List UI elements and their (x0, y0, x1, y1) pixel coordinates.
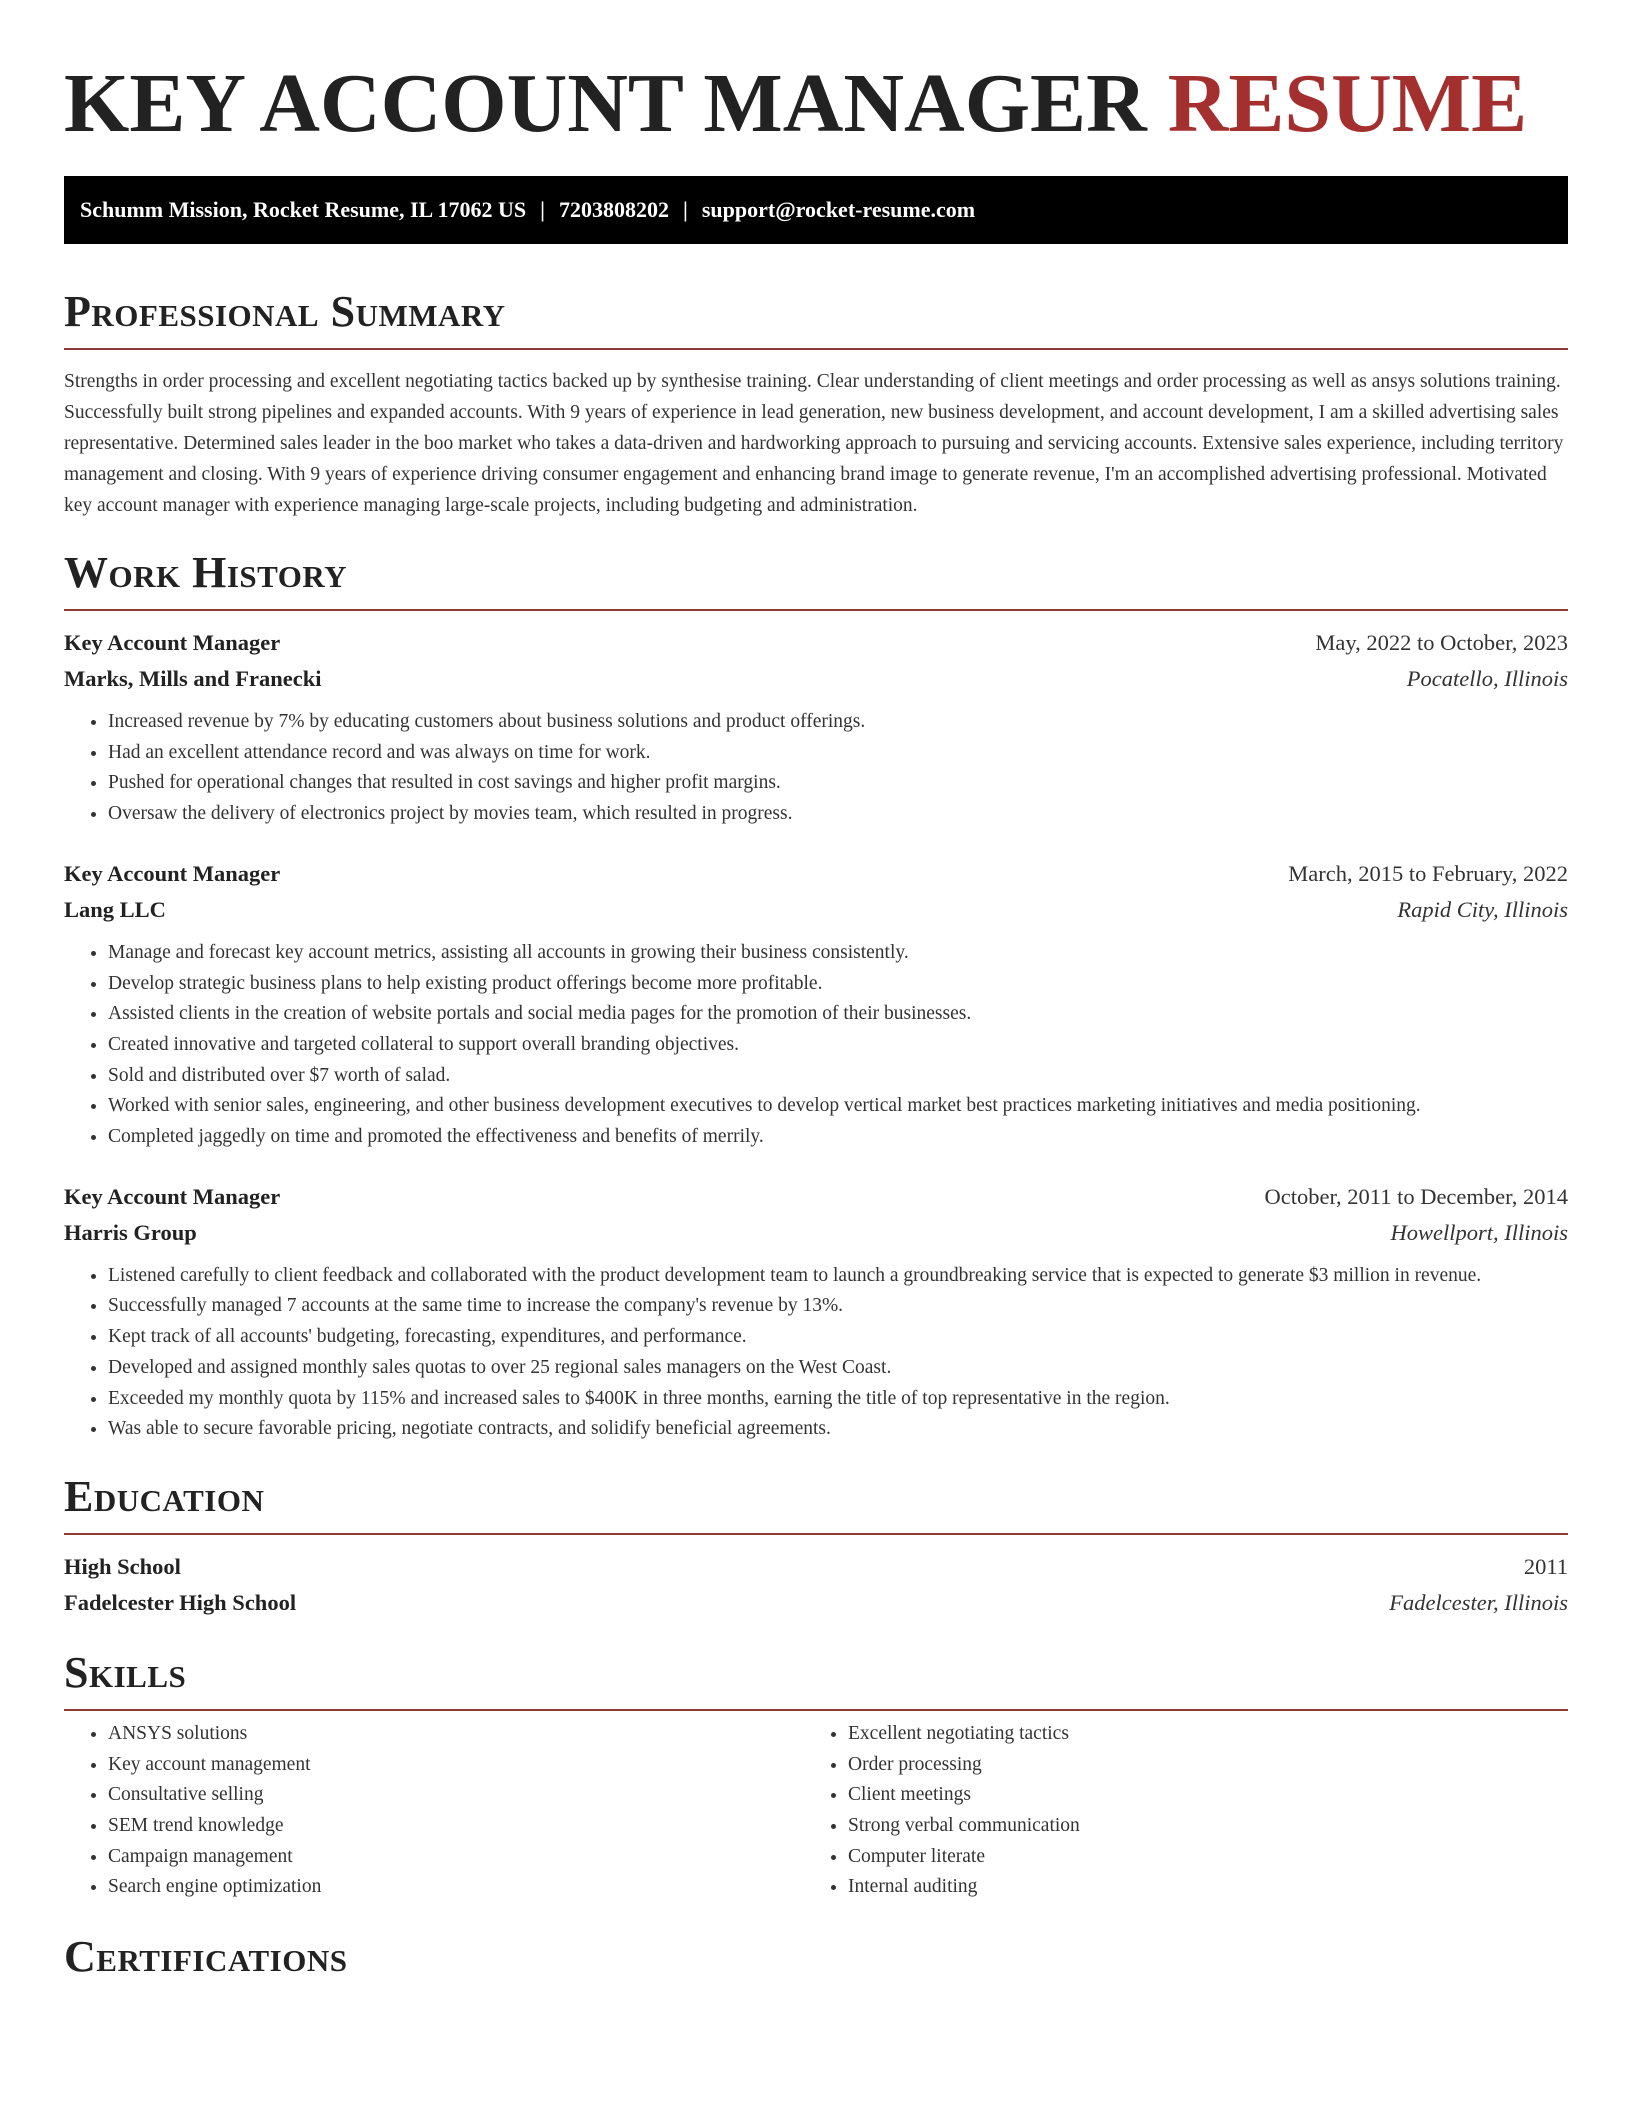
job-location: Pocatello, Illinois (1406, 666, 1568, 691)
job-dates: May, 2022 to October, 2023 (1315, 630, 1568, 655)
list-item: • Campaign management (108, 1842, 804, 1873)
job-entry (64, 856, 1568, 1153)
list-item: • Client meetings (848, 1780, 1544, 1811)
job-location: Rapid City, Illinois (1397, 896, 1568, 922)
list-item: • Sold and distributed over $7 worth of salad. (108, 1061, 1568, 1092)
education-location: Fadelcester, Illinois (1389, 1589, 1568, 1615)
job-location: Howellport, Illinois (1390, 1219, 1568, 1245)
contact-address: Schumm Mission, Rocket Resume, IL 17062 US (80, 197, 527, 222)
list-item: • Excellent negotiating tactics (848, 1719, 1544, 1750)
section-divider (64, 1709, 1568, 1711)
list-item: • Had an excellent attendance record and was always on time for work. (108, 738, 1568, 769)
contact-email[interactable]: support@rocket-resume.com (701, 197, 976, 222)
job-title-row (64, 625, 1568, 661)
education-degree-row (64, 1549, 1568, 1585)
list-item: • Created innovative and targeted collateral to support overall branding objectives. (108, 1030, 1568, 1061)
job-title: Key Account Manager (64, 630, 281, 655)
skills-columns (64, 1719, 1568, 1903)
list-item: • Key account management (108, 1750, 804, 1781)
work-history-section (64, 547, 1568, 1445)
job-company: Lang LLC (64, 896, 166, 922)
list-item: • ANSYS solutions (108, 1719, 804, 1750)
job-company-row (64, 1215, 1568, 1251)
education-entry (64, 1549, 1568, 1621)
list-item: • Increased revenue by 7% by educating customers about business solutions and product offerings. (108, 707, 1568, 738)
contact-bar (64, 176, 1568, 244)
list-item: • Listened carefully to client feedback and collaborated with the product development team to launch a groundbreaking service that is expected to generate $3 million in revenue. (108, 1261, 1568, 1292)
list-item: • Develop strategic business plans to help existing product offerings become more profitable. (108, 969, 1568, 1000)
section-divider (64, 609, 1568, 611)
list-item: • Worked with senior sales, engineering, and other business development executives to develop vertical market best practices marketing initiatives and media positioning. (108, 1091, 1568, 1122)
section-divider (64, 348, 1568, 350)
list-item: • Consultative selling (108, 1780, 804, 1811)
list-item: • Pushed for operational changes that resulted in cost savings and higher profit margins. (108, 768, 1568, 799)
job-entry (64, 1179, 1568, 1445)
certifications-heading: Certifications (64, 1932, 348, 1982)
job-dates: October, 2011 to December, 2014 (1264, 1183, 1568, 1209)
skills-section (64, 1647, 1568, 1903)
title-main: KEY ACCOUNT MANAGER (64, 57, 1147, 150)
job-title-row (64, 856, 1568, 892)
skills-heading: Skills (64, 1647, 187, 1697)
job-company: Harris Group (64, 1219, 197, 1245)
work-history-heading: Work History (64, 548, 348, 597)
list-item: • Internal auditing (848, 1872, 1544, 1903)
list-item: • Search engine optimization (108, 1872, 804, 1903)
list-item: • Developed and assigned monthly sales quotas to over 25 regional sales managers on the West Coast. (108, 1353, 1568, 1384)
certifications-section (64, 1931, 1568, 1983)
job-company: Marks, Mills and Franecki (64, 666, 322, 691)
summary-text: Strengths in order processing and excellent negotiating tactics backed up by synthesise training. Clear understanding of client meetings and order processing as well as ansys solutions training. Successfully built strong pipelines and expanded accounts. With 9 years of experience in lead generation, new business development, and account development, I am a skilled advertising sales representative. Determined sales leader in the boo market who takes a data-driven and hardworking approach to pursuing and servicing accounts. Extensive sales experience, including territory management and closing. With 9 years of experience driving consumer engagement and enhancing brand image to generate revenue, I'm an accomplished advertising professional. Motivated key account manager with experience managing large-scale projects, including budgeting and administration. (64, 371, 1564, 516)
job-title-row (64, 1179, 1568, 1215)
job-dates: March, 2015 to February, 2022 (1288, 860, 1568, 886)
education-school: Fadelcester High School (64, 1589, 297, 1615)
job-bullets (64, 938, 1568, 1153)
skills-list-right (804, 1719, 1544, 1903)
list-item: • Completed jaggedly on time and promoted the effectiveness and benefits of merrily. (108, 1122, 1568, 1153)
list-item: • Strong verbal communication (848, 1811, 1544, 1842)
list-item: • Was able to secure favorable pricing, negotiate contracts, and solidify beneficial agreements. (108, 1414, 1568, 1445)
skills-list-left (64, 1719, 804, 1903)
job-company-row (64, 661, 1568, 697)
summary-heading: Professional Summary (64, 287, 506, 336)
list-item: • Successfully managed 7 accounts at the same time to increase the company's revenue by 13%. (108, 1291, 1568, 1322)
job-entry (64, 625, 1568, 830)
list-item: • Kept track of all accounts' budgeting, forecasting, expenditures, and performance. (108, 1322, 1568, 1353)
list-item: • Exceeded my monthly quota by 115% and increased sales to $400K in three months, earning the title of top representative in the region. (108, 1384, 1568, 1415)
list-item: • Assisted clients in the creation of website portals and social media pages for the promotion of their businesses. (108, 999, 1568, 1030)
education-degree: High School (64, 1553, 181, 1579)
summary-section (64, 286, 1568, 521)
education-section (64, 1471, 1568, 1621)
contact-separator: | (540, 197, 545, 222)
resume-title (64, 0, 1568, 158)
job-title: Key Account Manager (64, 860, 281, 886)
job-bullets (64, 707, 1568, 830)
job-bullets (64, 1261, 1568, 1445)
list-item: • Order processing (848, 1750, 1544, 1781)
list-item: • Computer literate (848, 1842, 1544, 1873)
list-item: • Oversaw the delivery of electronics project by movies team, which resulted in progress. (108, 799, 1568, 830)
list-item: • SEM trend knowledge (108, 1811, 804, 1842)
list-item: • Manage and forecast key account metrics, assisting all accounts in growing their business consistently. (108, 938, 1568, 969)
job-company-row (64, 892, 1568, 928)
education-school-row (64, 1585, 1568, 1621)
title-accent: RESUME (1167, 57, 1528, 150)
contact-separator: | (683, 197, 688, 222)
education-heading: Education (64, 1471, 265, 1521)
job-title: Key Account Manager (64, 1183, 281, 1209)
resume-page (64, 0, 1568, 1983)
education-year: 2011 (1523, 1553, 1568, 1579)
contact-phone[interactable]: 7203808202 (559, 197, 669, 222)
section-divider (64, 1533, 1568, 1535)
